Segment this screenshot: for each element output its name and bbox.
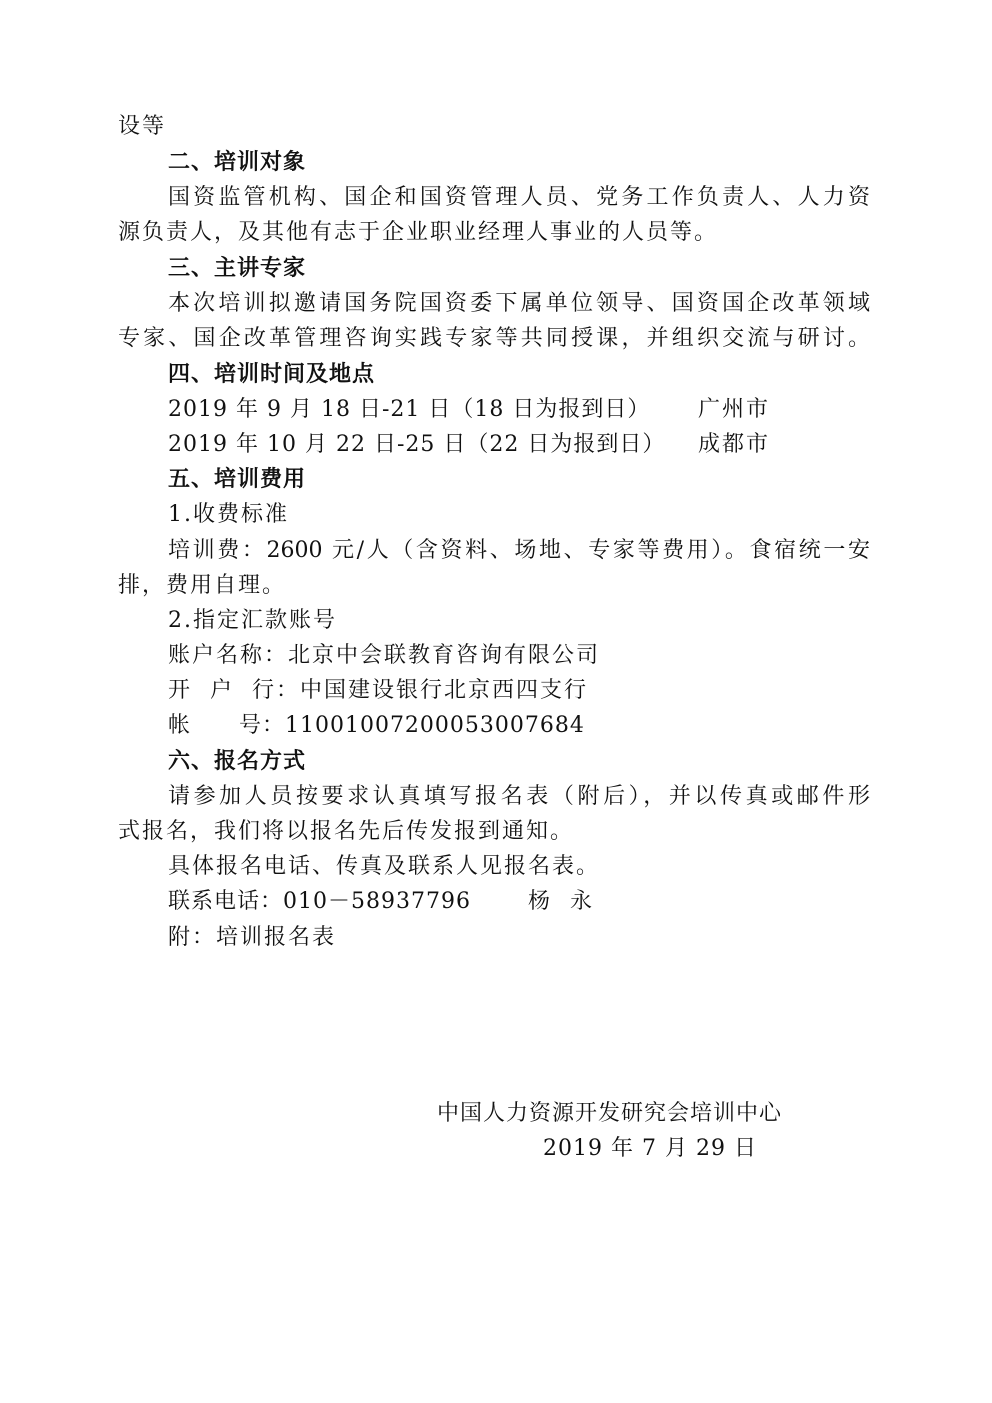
session-date: 2019 年 9 月 18 日-21 日（18 日为报到日）: [168, 397, 651, 422]
attachment-note: 附：培训报名表: [168, 925, 337, 950]
session-city: 成都市: [698, 432, 771, 457]
paragraph-line: 培训费：2600 元/人（含资料、场地、专家等费用）。食宿统一安: [168, 538, 870, 563]
paragraph-line: 具体报名电话、传真及联系人见报名表。: [168, 854, 601, 879]
session-date: 2019 年 10 月 22 日-25 日（22 日为报到日）: [168, 432, 666, 457]
continued-text: 设等: [118, 114, 167, 139]
contact-person: 杨 永: [528, 889, 594, 914]
section-heading-fees: 五、培训费用: [168, 467, 307, 492]
account-name: 账户名称：北京中会联教育咨询有限公司: [168, 643, 601, 668]
paragraph-line: 源负责人，及其他有志于企业职业经理人事业的人员等。: [118, 220, 719, 245]
paragraph-line: 国资监管机构、国企和国资管理人员、党务工作负责人、人力资: [168, 185, 870, 210]
paragraph-line: 专家、国企改革管理咨询实践专家等共同授课，并组织交流与研讨。: [118, 326, 870, 351]
signature-date: 2019 年 7 月 29 日: [543, 1136, 757, 1161]
account-number: 帐 号：11001007200053007684: [168, 713, 585, 738]
account-bank: 开 户 行：中国建设银行北京西四支行: [168, 678, 588, 703]
section-heading-time-location: 四、培训时间及地点: [168, 362, 376, 387]
contact-phone: 联系电话：010－58937796: [168, 889, 471, 914]
subheading-fee-standard: 1.收费标准: [168, 502, 289, 527]
paragraph-line: 式报名，我们将以报名先后传发报到通知。: [118, 819, 575, 844]
paragraph-line: 排，费用自理。: [118, 573, 287, 598]
signature-organization: 中国人力资源开发研究会培训中心: [437, 1101, 783, 1126]
section-heading-experts: 三、主讲专家: [168, 256, 307, 281]
paragraph-line: 本次培训拟邀请国务院国资委下属单位领导、国资国企改革领域: [168, 291, 870, 316]
section-heading-training-target: 二、培训对象: [168, 150, 307, 175]
session-city: 广州市: [698, 397, 771, 422]
paragraph-line: 请参加人员按要求认真填写报名表（附后），并以传真或邮件形: [168, 784, 870, 809]
subheading-bank-account: 2.指定汇款账号: [168, 608, 337, 633]
section-heading-registration: 六、报名方式: [168, 749, 307, 774]
